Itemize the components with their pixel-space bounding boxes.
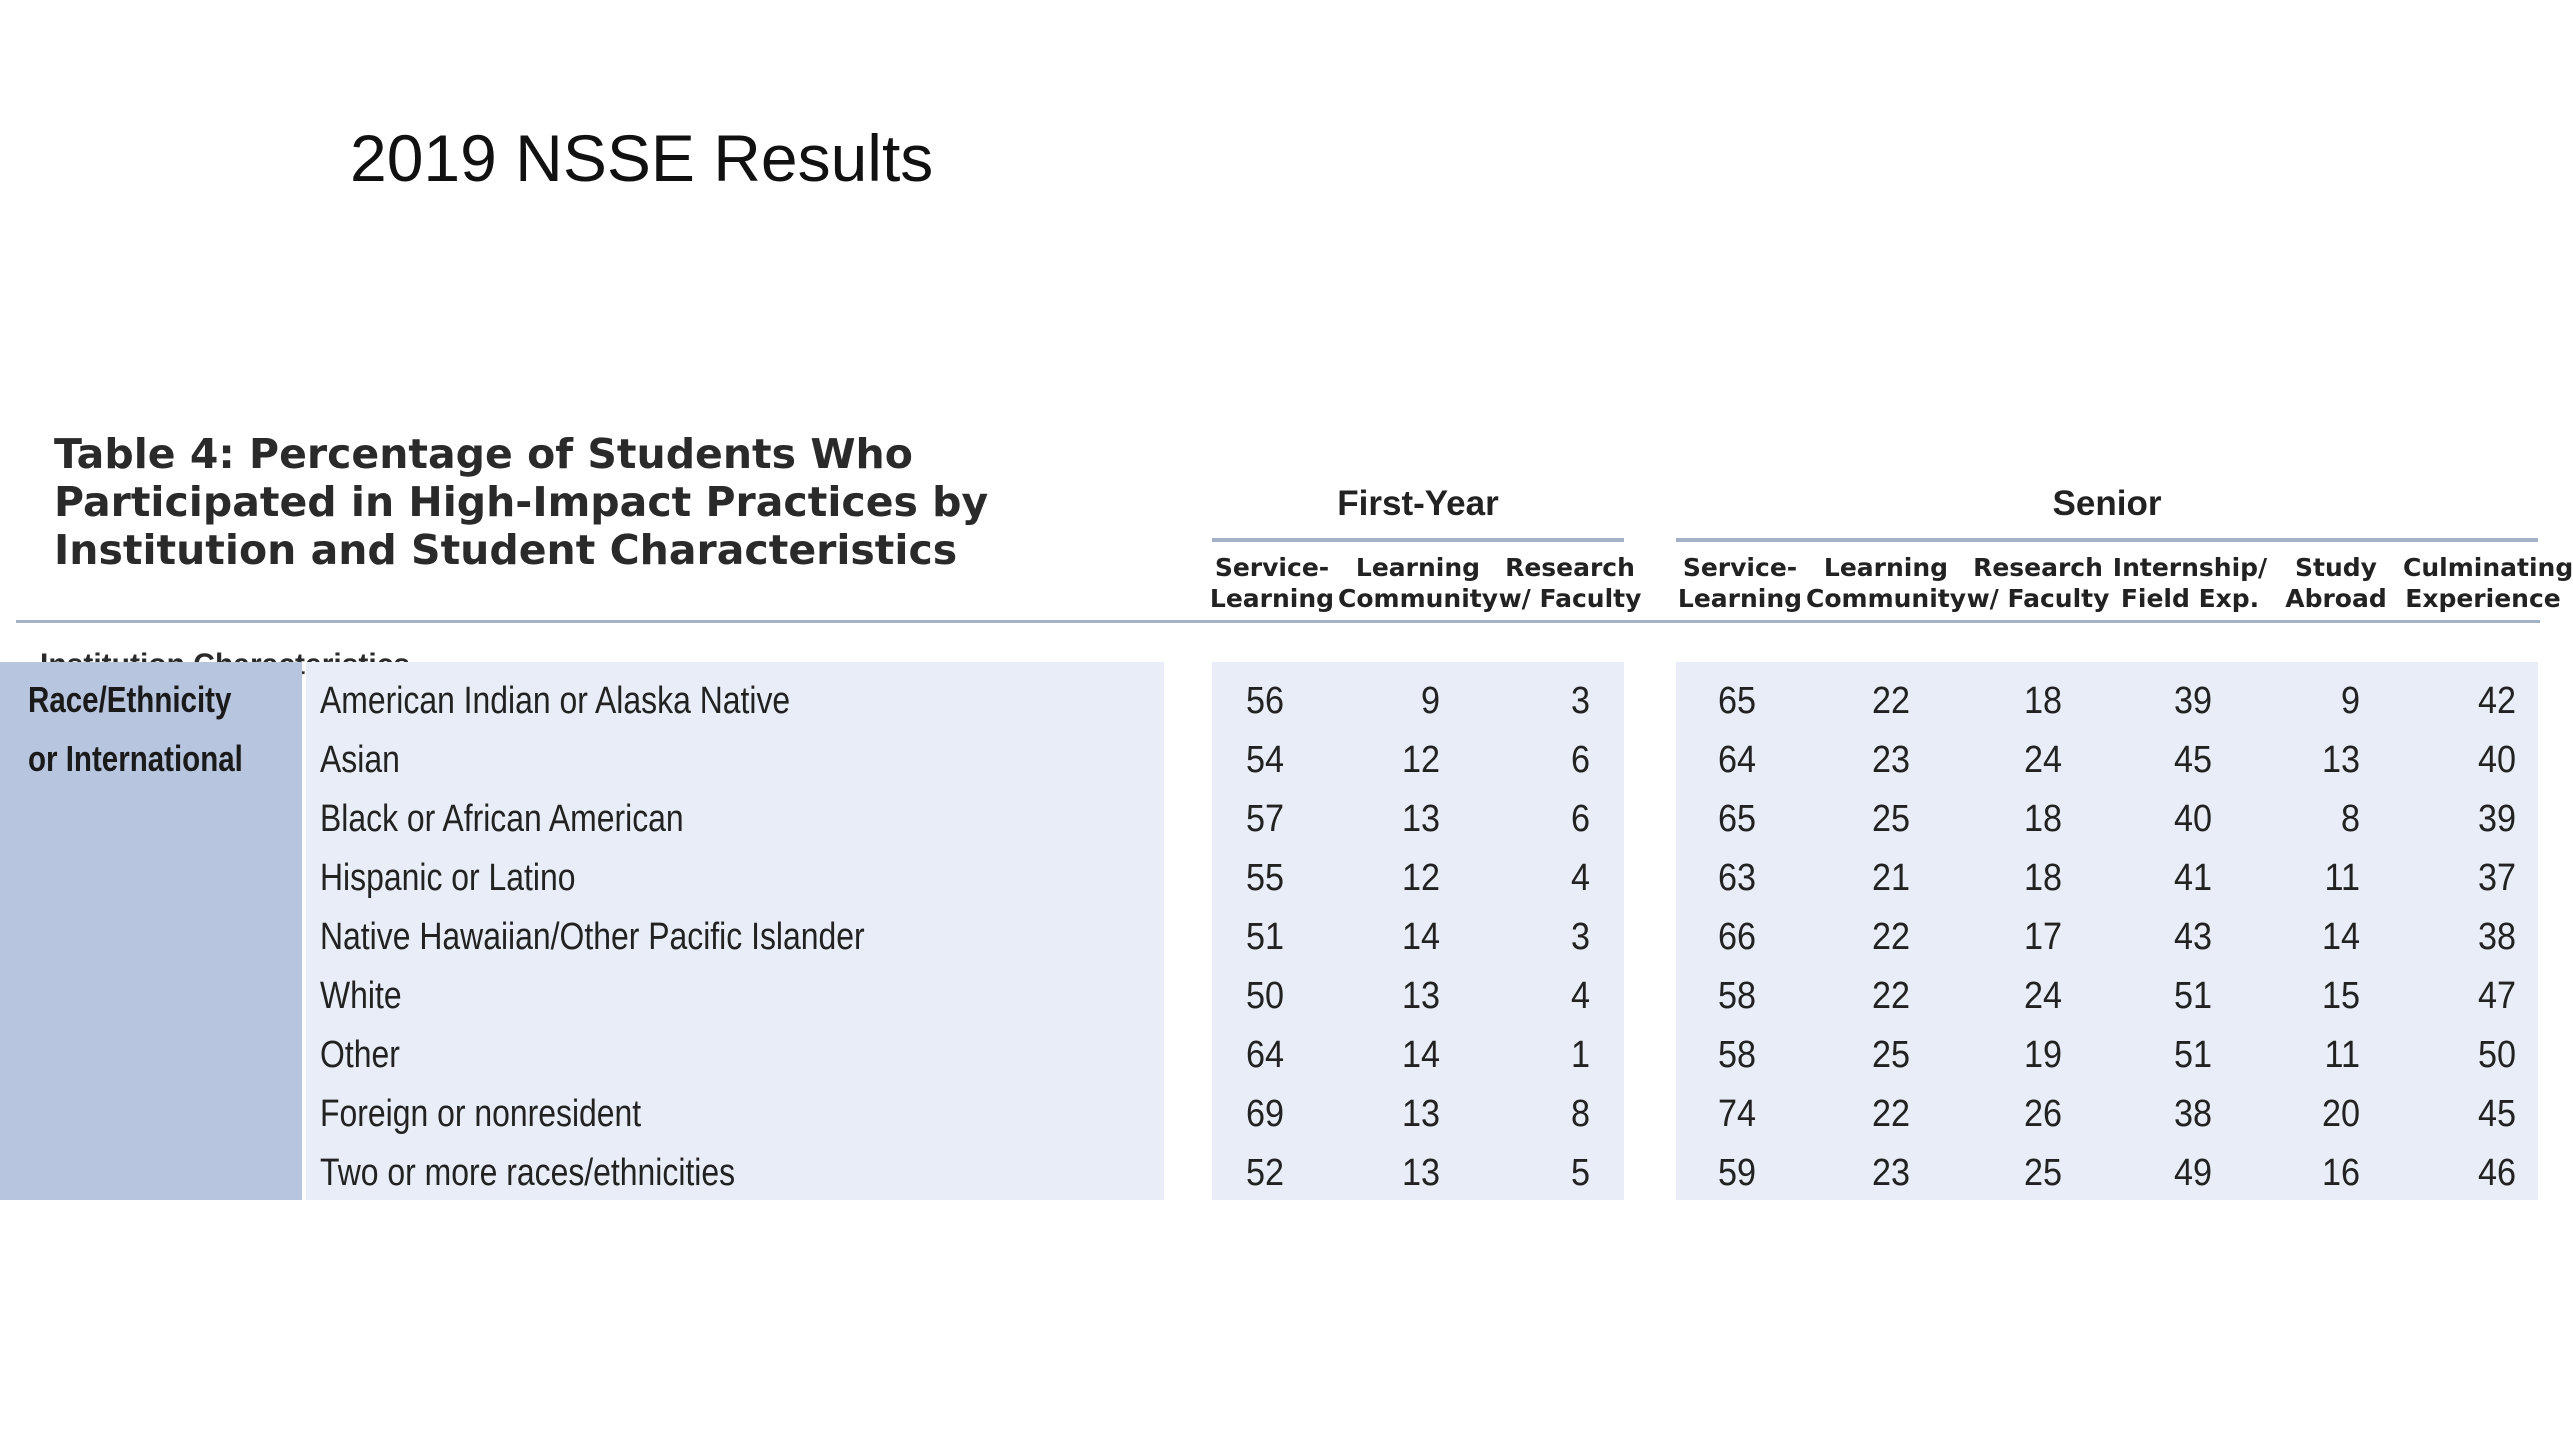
column-header	[1660, 552, 1820, 614]
row-label: White	[320, 975, 402, 1017]
column-header	[2256, 552, 2416, 614]
column-header-line: Culminating	[2403, 553, 2573, 582]
table-cell: 50	[2477, 1034, 2516, 1076]
table-cell: 18	[2023, 798, 2062, 840]
column-header-line: Study	[2295, 553, 2377, 582]
table-cell: 6	[1570, 739, 1590, 781]
table-cell: 25	[2023, 1152, 2062, 1194]
table-cell: 74	[1717, 1093, 1756, 1135]
row-label: Asian	[320, 739, 400, 781]
table-cell: 37	[2477, 857, 2516, 899]
table-cell: 55	[1245, 857, 1284, 899]
table-cell: 49	[2173, 1152, 2212, 1194]
group-underline-first-year	[1212, 538, 1624, 542]
table-cell: 18	[2023, 857, 2062, 899]
table-cell: 17	[2023, 916, 2062, 958]
table-cell: 21	[1871, 857, 1910, 899]
table-cell: 57	[1245, 798, 1284, 840]
table-cell: 58	[1717, 1034, 1756, 1076]
column-header-line: Learning	[1355, 553, 1481, 582]
table-cell: 3	[1570, 916, 1590, 958]
row-label: Black or African American	[320, 798, 684, 840]
table-cell: 56	[1245, 680, 1284, 722]
table-cell: 12	[1401, 857, 1440, 899]
table-cell: 4	[1570, 975, 1590, 1017]
table-cell: 5	[1570, 1152, 1590, 1194]
column-header-line: w/ Faculty	[1498, 584, 1642, 613]
column-header	[1958, 552, 2118, 614]
table-title-line: Participated in High-Impact Practices by	[54, 478, 989, 526]
column-header-line: Abroad	[2285, 584, 2387, 613]
table-cell: 69	[1245, 1093, 1284, 1135]
table-cell: 64	[1717, 739, 1756, 781]
table-cell: 13	[1401, 975, 1440, 1017]
table-cell: 39	[2173, 680, 2212, 722]
column-header-line: Learning	[1677, 584, 1803, 613]
column-header-line: Field Exp.	[2120, 584, 2260, 613]
group-header-senior: Senior	[2052, 484, 2162, 523]
column-header	[1338, 552, 1498, 614]
table-cell: 45	[2173, 739, 2212, 781]
slide-title: 2019 NSSE Results	[350, 121, 934, 195]
column-header	[1806, 552, 1966, 614]
table-cell: 23	[1871, 1152, 1910, 1194]
table-cell: 38	[2173, 1093, 2212, 1135]
column-header-line: Learning	[1209, 584, 1335, 613]
table-cell: 54	[1245, 739, 1284, 781]
table-cell: 40	[2173, 798, 2212, 840]
row-group-label	[28, 670, 274, 788]
table-cell: 23	[1871, 739, 1910, 781]
table-cell: 13	[2321, 739, 2360, 781]
table-cell: 64	[1245, 1034, 1284, 1076]
table-cell: 25	[1871, 798, 1910, 840]
row-label: Other	[320, 1034, 400, 1076]
table-cell: 16	[2321, 1152, 2360, 1194]
table-cell: 14	[1401, 1034, 1440, 1076]
table-title	[54, 430, 988, 574]
table-cell: 25	[1871, 1034, 1910, 1076]
column-header-line: Learning	[1823, 553, 1949, 582]
table-cell: 51	[2173, 1034, 2212, 1076]
section-heading-clipped	[40, 648, 410, 663]
column-header-line: Research	[1973, 553, 2103, 582]
table-cell: 14	[1401, 916, 1440, 958]
table-cell: 58	[1717, 975, 1756, 1017]
table-cell: 45	[2477, 1093, 2516, 1135]
table-cell: 20	[2321, 1093, 2360, 1135]
column-header	[2403, 552, 2573, 614]
column-header	[2110, 552, 2270, 614]
table-cell: 50	[1245, 975, 1284, 1017]
senior-data-panel	[1676, 662, 2538, 1200]
table-cell: 42	[2477, 680, 2516, 722]
row-group-label-line: Race/Ethnicity	[28, 679, 232, 720]
row-group-label-line: or International	[28, 738, 243, 779]
table-cell: 22	[1871, 916, 1910, 958]
table-cell: 13	[1401, 1093, 1440, 1135]
table-cell: 65	[1717, 798, 1756, 840]
table-cell: 8	[2340, 798, 2360, 840]
table-cell: 9	[1420, 680, 1440, 722]
table-cell: 13	[1401, 1152, 1440, 1194]
table-cell: 11	[2324, 1034, 2360, 1076]
row-label: Hispanic or Latino	[320, 857, 576, 899]
table-cell: 22	[1871, 680, 1910, 722]
table-cell: 51	[2173, 975, 2212, 1017]
column-header-line: Research	[1505, 553, 1635, 582]
row-label: Native Hawaiian/Other Pacific Islander	[320, 916, 865, 958]
group-underline-senior	[1676, 538, 2538, 542]
table-cell: 41	[2173, 857, 2212, 899]
table-cell: 24	[2023, 739, 2062, 781]
column-header-line: Community	[1806, 584, 1967, 613]
table-cell: 59	[1717, 1152, 1756, 1194]
row-label: American Indian or Alaska Native	[320, 680, 791, 722]
column-header	[1192, 552, 1352, 614]
table-cell: 47	[2477, 975, 2516, 1017]
column-header	[1490, 552, 1650, 614]
table-cell: 9	[2340, 680, 2360, 722]
table-cell: 18	[2023, 680, 2062, 722]
column-header-line: w/ Faculty	[1966, 584, 2110, 613]
table-cell: 6	[1570, 798, 1590, 840]
table-cell: 22	[1871, 975, 1910, 1017]
group-header-first-year: First-Year	[1337, 484, 1499, 523]
table-cell: 43	[2173, 916, 2212, 958]
table-cell: 19	[2023, 1034, 2062, 1076]
row-label: Two or more races/ethnicities	[320, 1152, 736, 1194]
table-cell: 14	[2321, 916, 2360, 958]
table-cell: 63	[1717, 857, 1756, 899]
table-cell: 12	[1401, 739, 1440, 781]
table-cell: 24	[2023, 975, 2062, 1017]
table-cell: 4	[1570, 857, 1590, 899]
column-header-line: Community	[1338, 584, 1499, 613]
table-cell: 40	[2477, 739, 2516, 781]
table-cell: 52	[1245, 1152, 1284, 1194]
table-cell: 66	[1717, 916, 1756, 958]
table-title-line: Table 4: Percentage of Students Who	[54, 430, 913, 478]
table-cell: 65	[1717, 680, 1756, 722]
table-cell: 51	[1245, 916, 1284, 958]
column-header-line: Service-	[1214, 553, 1330, 582]
table-cell: 15	[2321, 975, 2360, 1017]
row-label: Foreign or nonresident	[320, 1093, 642, 1135]
column-header-line: Internship/	[2112, 553, 2268, 582]
table-cell: 22	[1871, 1093, 1910, 1135]
table-cell: 13	[1401, 798, 1440, 840]
table-cell: 3	[1570, 680, 1590, 722]
table-cell: 11	[2324, 857, 2360, 899]
table-cell: 26	[2023, 1093, 2062, 1135]
column-header-line: Service-	[1682, 553, 1798, 582]
column-header-line: Experience	[2405, 584, 2561, 613]
table-title-line: Institution and Student Characteristics	[54, 526, 958, 574]
header-divider	[16, 620, 2540, 623]
table-cell: 1	[1570, 1034, 1590, 1076]
table-cell: 8	[1570, 1093, 1590, 1135]
table-cell: 39	[2477, 798, 2516, 840]
table-cell: 38	[2477, 916, 2516, 958]
table-cell: 46	[2477, 1152, 2516, 1194]
